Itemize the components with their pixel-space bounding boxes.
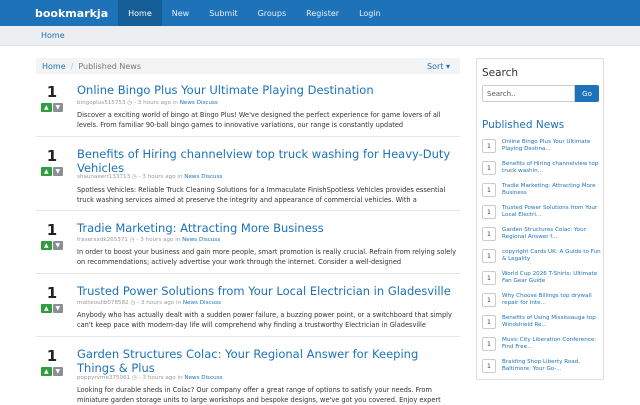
news-vote-count: 1 [482,183,496,197]
post-description: Spotless Vehicles: Reliable Truck Cleaning Solutions for a Immaculate FinishSpotless Vehicles provides essential truck washing services aimed at preserve the integrity and appearance of commercial vehicles. With a [77,186,446,204]
post-title[interactable]: Trusted Power Solutions from Your Local Electrician in Gladesville [77,284,451,298]
post-discuss-link[interactable]: Discuss [199,300,221,306]
post-meta: matteoulib078582 ◷ - 3 hours ago in News Discuss [77,300,221,306]
published-news-item[interactable] [482,359,600,381]
news-vote-count: 1 [482,205,496,219]
post-discuss-link[interactable]: Discuss [201,375,223,381]
published-news-heading: Published News [482,119,565,131]
sort-dropdown[interactable]: Sort ▾ [427,61,450,71]
post-time: 3 hours ago [142,375,176,381]
published-news-item[interactable] [482,205,600,227]
post-category[interactable]: News [184,375,200,381]
divider [36,136,460,137]
published-news-item[interactable] [482,183,600,205]
post-author[interactable]: poppyrvme375061 [77,375,131,381]
divider [36,273,460,274]
thumbs-up-icon[interactable]: ▲ [41,367,52,376]
thumbs-up-icon[interactable]: ▲ [41,304,52,313]
vote-count: 1 [46,221,58,239]
vote-count: 1 [46,284,58,302]
published-news-item[interactable] [482,161,600,183]
post-meta: poppyrvme375061 ◷ - 3 hours ago in News Discuss [77,375,223,381]
post-title[interactable]: Benefits of Hiring channelview top truck washing for Heavy-Duty Vehicles [77,147,451,175]
news-vote-count: 1 [482,139,496,153]
sub-header [0,26,640,46]
post-description: Discover a exciting world of bingo at Bingo Plus! We've designed the perfect experience for game lovers of all levels. From familiar 90-ball bingo games to innovative variations, our range is constantly updated [77,111,441,129]
post-meta: bingoplus515753 ◷ - 3 hours ago in News Discuss [77,100,218,106]
news-vote-count: 1 [482,249,496,263]
news-link[interactable]: Benefits of Hiring channelview top truck washin... [502,161,599,174]
post-title[interactable]: Garden Structures Colac: Your Regional Answer for Keeping Things & Plus [77,347,419,375]
published-news-item[interactable] [482,293,600,315]
nav-register[interactable]: Register [306,8,340,18]
published-news-item[interactable] [482,249,600,271]
thumbs-down-icon[interactable]: ▼ [53,167,64,176]
top-navbar [0,0,640,26]
published-news-item[interactable] [482,337,600,359]
breadcrumb-current: Published News [78,61,142,71]
post-description: In order to boost your business and gain more people, smart promotion is really crucial. Refrain from relying solely on recommendations; actively advertise your work through the internet. Consider a well-designed [77,248,456,266]
vote-count: 1 [46,147,58,165]
vote-box [41,284,63,313]
post-author[interactable]: bingoplus515753 [77,100,126,106]
site-brand[interactable]: bookmarkja [35,6,109,20]
published-news-item[interactable] [482,315,600,337]
post-author[interactable]: matteoulib078582 [77,300,129,306]
vote-box [41,83,63,112]
news-link[interactable]: Why Choose Billings top drywall repair for Inte... [502,293,592,306]
nav-home[interactable]: Home [118,0,162,26]
post-title[interactable]: Online Bingo Plus Your Ultimate Playing Destination [77,83,374,97]
divider [36,210,460,211]
news-link[interactable]: copyright Cards UK: A Guide to Fun & Legality [502,249,601,262]
thumbs-down-icon[interactable]: ▼ [53,304,64,313]
vote-box [41,147,63,176]
news-link[interactable]: Braiding Shop Liberty Road, Baltimore: Your Go-... [502,359,581,372]
nav-groups[interactable]: Groups [257,8,287,18]
vote-box [41,221,63,250]
news-vote-count: 1 [482,359,496,373]
published-news-item[interactable] [482,227,600,249]
post-discuss-link[interactable]: Discuss [196,100,218,106]
nav-submit[interactable]: Submit [209,8,238,18]
post-category[interactable]: News [182,237,198,243]
news-link[interactable]: Tradie Marketing: Attracting More Business [502,183,596,196]
post-meta: shaunaeerr133713 ◷ - 3 hours ago in News Discuss [77,174,223,180]
post-title[interactable]: Tradie Marketing: Attracting More Business [77,221,324,235]
news-link[interactable]: World Cup 2026 T-Shirts: Ultimate Fan Gear Guide [502,271,598,284]
post-time: 3 hours ago [142,174,176,180]
news-vote-count: 1 [482,227,496,241]
thumbs-down-icon[interactable]: ▼ [53,241,64,250]
post-time: 3 hours ago [137,100,172,106]
news-vote-count: 1 [482,293,496,307]
news-vote-count: 1 [482,315,496,329]
post-time: 3 hours ago [140,300,175,306]
post-category[interactable]: News [179,100,195,106]
thumbs-up-icon[interactable]: ▲ [41,241,52,250]
news-vote-count: 1 [482,161,496,175]
news-vote-count: 1 [482,337,496,351]
post-time: 3 hours ago [140,237,174,243]
published-news-item[interactable] [482,139,600,161]
thumbs-up-icon[interactable]: ▲ [41,167,52,176]
breadcrumb-home[interactable]: Home [42,61,66,71]
news-link[interactable]: Trusted Power Solutions from Your Local Electri... [502,205,598,218]
breadcrumb [36,58,460,74]
subbar-home-link[interactable]: Home [41,31,65,40]
post-description: Anybody who has actually dealt with a sudden power failure, a buzzing power point, or a switchboard that simply can't keep pace with modern-day life will comprehend why finding a trustworthy Electrician in Gladesville [77,311,452,329]
news-link[interactable]: Garden Structures Colac: Your Regional Answer f... [502,227,586,240]
search-go-button[interactable]: Go [575,85,599,102]
news-link[interactable]: Benefits of Using Mississauga top Windshield Re... [502,315,596,328]
post-author[interactable]: shaunaeerr133713 [77,174,131,180]
nav-login[interactable]: Login [359,8,381,18]
post-category[interactable]: News [182,300,198,306]
post-description: Looking for durable sheds in Colac? Our company offer a great range of options to satisfy your needs. From miniature garden storage units to large workshops and bespoke designs, we've got you covered. Enjoy expert [77,386,441,404]
thumbs-down-icon[interactable]: ▼ [53,367,64,376]
thumbs-up-icon[interactable]: ▲ [41,103,52,112]
thumbs-down-icon[interactable]: ▼ [53,103,64,112]
vote-count: 1 [46,83,58,101]
post-author[interactable]: fraserxxdk265371 [77,237,128,243]
divider [36,336,460,337]
post-discuss-link[interactable]: Discuss [201,174,223,180]
vote-box [41,347,63,376]
news-link[interactable]: Music City Liberation Conference: Find Free... [502,337,597,350]
post-discuss-link[interactable]: Discuss [199,237,221,243]
post-meta: fraserxxdk265371 ◷ - 3 hours ago in News Discuss [77,237,221,243]
news-vote-count: 1 [482,271,496,285]
nav-new[interactable]: New [171,8,190,18]
search-heading: Search [482,67,519,79]
vote-count: 1 [46,347,58,365]
breadcrumb-separator: / [70,61,74,71]
post-category[interactable]: News [184,174,200,180]
news-link[interactable]: Online Bingo Plus Your Ultimate Playing Destina... [502,139,591,152]
search-input[interactable]: Search.. [482,85,575,102]
sidebar [476,58,604,380]
published-news-item[interactable] [482,271,600,293]
